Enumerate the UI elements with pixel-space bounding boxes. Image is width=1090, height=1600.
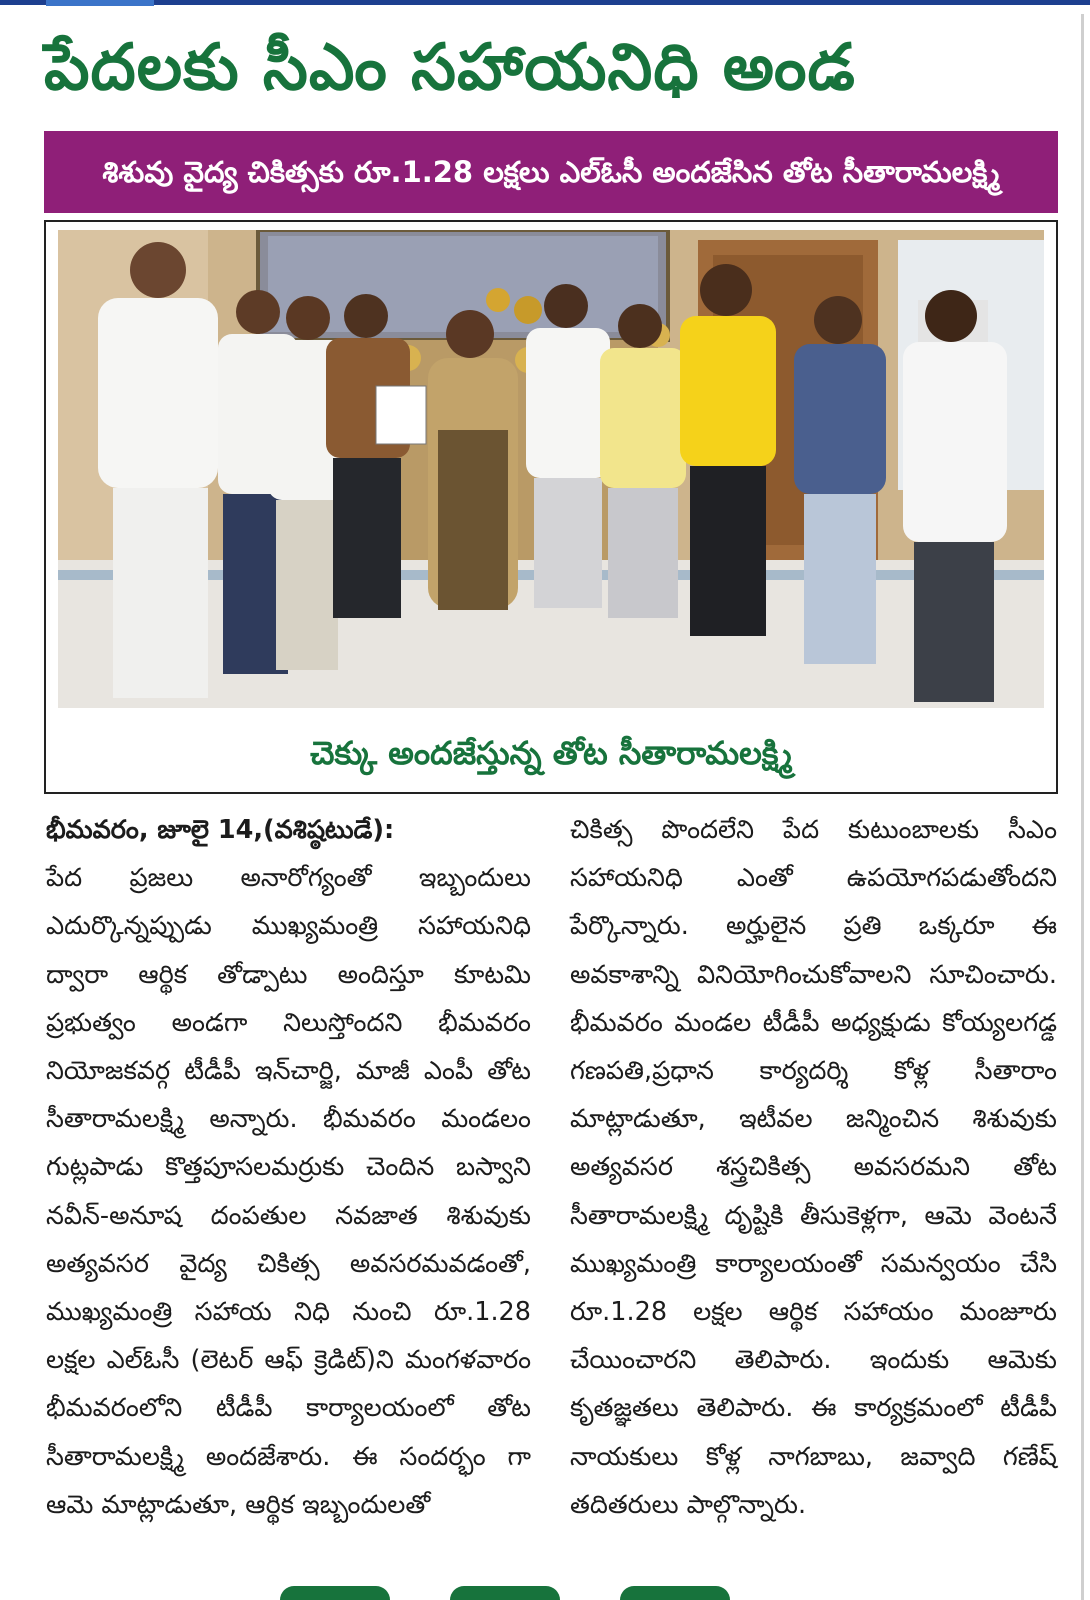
photo-caption: చెక్కు అందజేస్తున్న తోట సీతారామలక్ష్మి: [310, 734, 792, 772]
news-photo: [58, 230, 1044, 708]
headline: పేదలకు సీఎం సహాయనిధి అండ: [44, 31, 856, 105]
top-rule: [0, 0, 1090, 5]
body-text-right: చికిత్స పొందలేని పేద కుటుంబాలకు సీఎం సహాయనిధి ఎంతో ఉపయోగపడుతోందని పేర్కొన్నారు. అర్హులైన ప్రతి ఒక్కరూ ఈ అవకాశాన్ని వినియోగించుకోవాలని సూచించారు. భీమవరం మండల టీడీపీ అధ్యక్షుడు కోయ్యలగడ్డ గణపతి,ప్రధాన కార్యదర్శి కోళ్ల సీతారాం మాట్లాడుతూ, ఇటీవల జన్మించిన శిశువుకు అత్యవసర శస్త్రచికిత్స అవసరమని తోట సీతారామలక్ష్మి దృష్టికి తీసుకెళ్లగా, ఆమె వెంటనే ముఖ్యమంత్రి కార్యాలయంతో సమన్వయం చేసి రూ.1.28 లక్షల ఆర్థిక సహాయం మంజూరు చేయించారని తెలిపారు. ఇందుకు ఆమెకు కృతజ్ఞతలు తెలిపారు. ఈ కార్యక్రమంలో టీడీపీ నాయకులు కోళ్ల నాగబాబు, జవ్వాది గణేష్ తదితరులు పాల్గొన్నారు.: [570, 815, 1057, 1520]
next-headline-fragment: [280, 1586, 840, 1600]
dateline: భీమవరం, జూలై 14,(వశిష్ఠటుడే):: [46, 815, 395, 845]
subheadline-banner: శిశువు వైద్య చికిత్సకు రూ.1.28 లక్షలు ఎల్‌ఓసీ అందజేసిన తోట సీతారామలక్ష్మి: [44, 131, 1058, 213]
group-photo-illustration: [58, 230, 1044, 708]
right-margin-rule: [1081, 14, 1084, 1600]
body-text-left: పేద ప్రజలు అనారోగ్యంతో ఇబ్బందులు ఎదుర్కొన్నప్పుడు ముఖ్యమంత్రి సహాయనిధి ద్వారా ఆర్థిక తోడ్పాటు అందిస్తూ కూటమి ప్రభుత్వం అండగా నిలుస్తోందని భీమవరం నియోజకవర్గ టీడీపీ ఇన్‌చార్జి, మాజీ ఎంపీ తోట సీతారామలక్ష్మి అన్నారు. భీమవరం మండలం గుట్లపాడు కొత్తపూసలమర్రుకు చెందిన బస్వాని నవీన్-అనూష దంపతుల నవజాత శిశువుకు అత్యవసర వైద్య చికిత్స అవసరమవడంతో, ముఖ్యమంత్రి సహాయ నిధి నుంచి రూ.1.28 లక్షల ఎల్‌ఓసీ (లెటర్ ఆఫ్ క్రెడిట్)ని మంగళవారం భీమవరంలోని టీడీపీ కార్యాలయంలో తోట సీతారామలక్ష్మి అందజేశారు. ఈ సందర్భం గా ఆమె మాట్లాడుతూ, ఆర్థిక ఇబ్బందులతో: [46, 863, 531, 1520]
article-column-left: [46, 806, 531, 1529]
photo-box: [44, 220, 1058, 794]
article-column-right: [570, 806, 1057, 1529]
section-tab: [46, 0, 154, 6]
